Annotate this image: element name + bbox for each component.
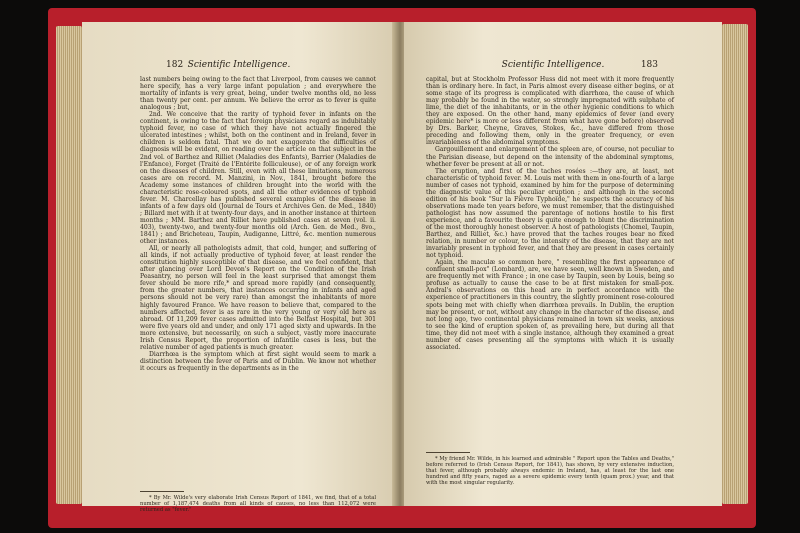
left-page-header	[82, 60, 396, 74]
left-paragraph-4: Diarrhœa is the symptom which at first sight would seem to mark a distinction between the fever of Paris and of Dublin. We know not whether it occurs as frequently in the departments as in the	[140, 350, 376, 372]
right-page-header	[404, 60, 722, 74]
right-page-number: 183	[640, 60, 658, 70]
right-footnote-text: * My friend Mr. Wilde, in his learned and admirable " Report upon the Tables and Deaths," before referred to (Irish Census Report, for 1841), has shown, by very extensive induction, that fever, although probably always endemic in Ireland, has, at least for the last one hundred and fifty years, raged as a severe epidemic every tenth (quam prox.) year, and that with the most singular regularity.	[426, 456, 674, 486]
right-footnote	[426, 456, 674, 486]
right-paragraph-2: Gargouillement and enlargement of the spleen are, of course, not peculiar to the Parisian disease, but depend on the intensity of the abdominal symptoms, whether fever be present at all or not.	[426, 146, 674, 168]
right-running-head: Scientific Intelligence.	[501, 60, 605, 70]
right-page	[404, 22, 722, 506]
right-page-body	[426, 76, 674, 351]
page-edges-right	[722, 24, 748, 504]
left-footnote-rule	[140, 491, 184, 492]
left-paragraph-2: 2nd. We conceive that the rarity of typhoid fever in infants on the continent, is owing to the fact that foreign physicians regard as indubitably typhoid fever, no case of which they have not actually fingered the ulcerated intestines ; whilst, both on the continent and in Ireland, fever in children is seldom fatal. That we do not exaggerate the difficulties of diagnosis will be evident, on reading over the article on that subject in the 2nd vol. of Barthez and Rilliet (Maladies des Enfants), Barrier (Maladies de l'Enfance), Forget (Traité de l'Entérite folliculeuse), or of any foreign work on the diseases of children. Still, even with all these limitations, numerous cases are on record. M. Manzini, in Nov., 1841, brought before the Academy some instances of children brought into the world with the characteristic rose-coloured spots, and all the other evidences of typhoid fever. M. Charcellay has published several examples of the disease in infants of a few days old (Journal de Tours et Archives Gen. de Med., 1840) ; Billard met with it at twenty-four days, and in another instance at thirteen months ; MM. Barthez and Rilliet have published cases at seven (vol. ii. 403), twenty-two, and twenty-four months old (Arch. Gen. de Med., 8vo., 1841) ; and Bricheteau, Taupin, Audiganne, Littré, &c. mention numerous other instances.	[140, 111, 376, 246]
left-footnote	[140, 495, 376, 513]
left-footnote-text: * By Mr. Wilde's very elaborate Irish Census Report of 1841, we find, that of a total number of 1,187,474 deaths from all kinds of causes, no less than 112,072 were returned as "fever."	[140, 495, 376, 513]
left-running-head: Scientific Intelligence.	[187, 60, 291, 70]
right-footnote-rule	[426, 452, 470, 453]
left-page-number: 182	[166, 60, 184, 70]
left-page	[82, 22, 396, 513]
page-edges-left	[56, 26, 82, 504]
right-paragraph-1: capital, but at Stockholm Professor Huss did not meet with it more frequently than is ordinary here. In fact, in Paris almost every disease either begins, or at some stage of its progress is complicated with diarrhœa, the cause of which may probably be found in the water, so strongly impregnated with sulphate of lime, the diet of the inhabitants, or in the other hygienic conditions to which they are exposed. On the other hand, many epidemics of fever (and every epidemic here* is more or less different from what have gone before) observed by Drs. Barker, Cheyne, Graves, Stokes, &c., have differed from those preceding and following them, only in the greater frequency, or even invariableness of the abdominal symptoms.	[426, 76, 674, 147]
left-paragraph-3: All, or nearly all pathologists admit, that cold, hunger, and suffering of all kinds, if not actually productive of typhoid fever, at least render the constitution highly susceptible of that disease, and we feel confident, that after glancing over Lord Devon's Report on the Condition of the Irish Peasantry, no person will feel in the least surprised that amongst them fever should be more rife,* and spread more rapidly (and consequently, from the greater numbers, that instances occurring in infants and aged persons should not be very rare) than amongst the inhabitants of more highly favoured France. We have reason to believe that, compared to the numbers affected, fever is as rare in the very young or very old here as abroad. Of 11,209 fever cases admitted into the Belfast Hospital, but 301 were five years old and under, and only 171 aged sixty and upwards. In the more extensive, but necessarily, on such a subject, vastly more inaccurate Irish Census Report, the proportion of infantile cases is less, but the relative number of aged patients is much greater.	[140, 245, 376, 351]
right-paragraph-4: Again, the maculæ so common here, " resembling the first appearance of confluent small-pox" (Lombard), are, we have seen, well known in Sweden, and are frequently met with France ; in one case by Taupin, seen by Louis, being so profuse as actually to cause the case to be at first mistaken for small-pox. Andral's observations on this head are in perfect accordance with the experience of practitioners in this country, the slightly prominent rose-coloured spots being met with chiefly when diarrhœa prevails. In Dublin, the eruption may be present, or not, without any change in the character of the disease, and not long ago, two continental physicians remained in town six weeks, anxious to see the kind of eruption spoken of, as prevailing here, but during all that time, they did not meet with a single instance, although they examined a great number of cases presenting all the symptoms with which it is usually associated.	[426, 259, 674, 351]
right-paragraph-3: The eruption, and first of the taches rosées :—they are, at least, not characteristic of typhoid fever. M. Louis met with them in one-fourth of a large number of cases not typhoid, examined by him for the purpose of determining the diagnostic value of this peculiar eruption ; and although in the second edition of his book "Sur la Fièvre Typhoïde," he suspects the accuracy of his observations made ten years before, we must remember, that the distinguished pathologist has now assumed the parentage of notions hostile to his first experience, and a favourite theory is quite enough to blunt the discrimination of the most thoroughly honest observer. A host of pathologists (Chomel, Taupin, Barthez, and Rilliet, &c.) have proved that the taches rouges bear no fixed relation, in number or colour, to the intensity of the disease, that they are not invariably present in typhoid fever, and that they are present in cases certainly not typhoid.	[426, 167, 674, 260]
left-page-body	[140, 76, 376, 372]
left-paragraph-1: last numbers being owing to the fact that Liverpool, from causes we cannot here specify, has a very large infant population ; and everywhere the mortality of infants is very great, being, under twelve months old, no less than twenty per cent. per annum. We believe the error as to fever is quite analogous ; but,	[140, 76, 376, 112]
